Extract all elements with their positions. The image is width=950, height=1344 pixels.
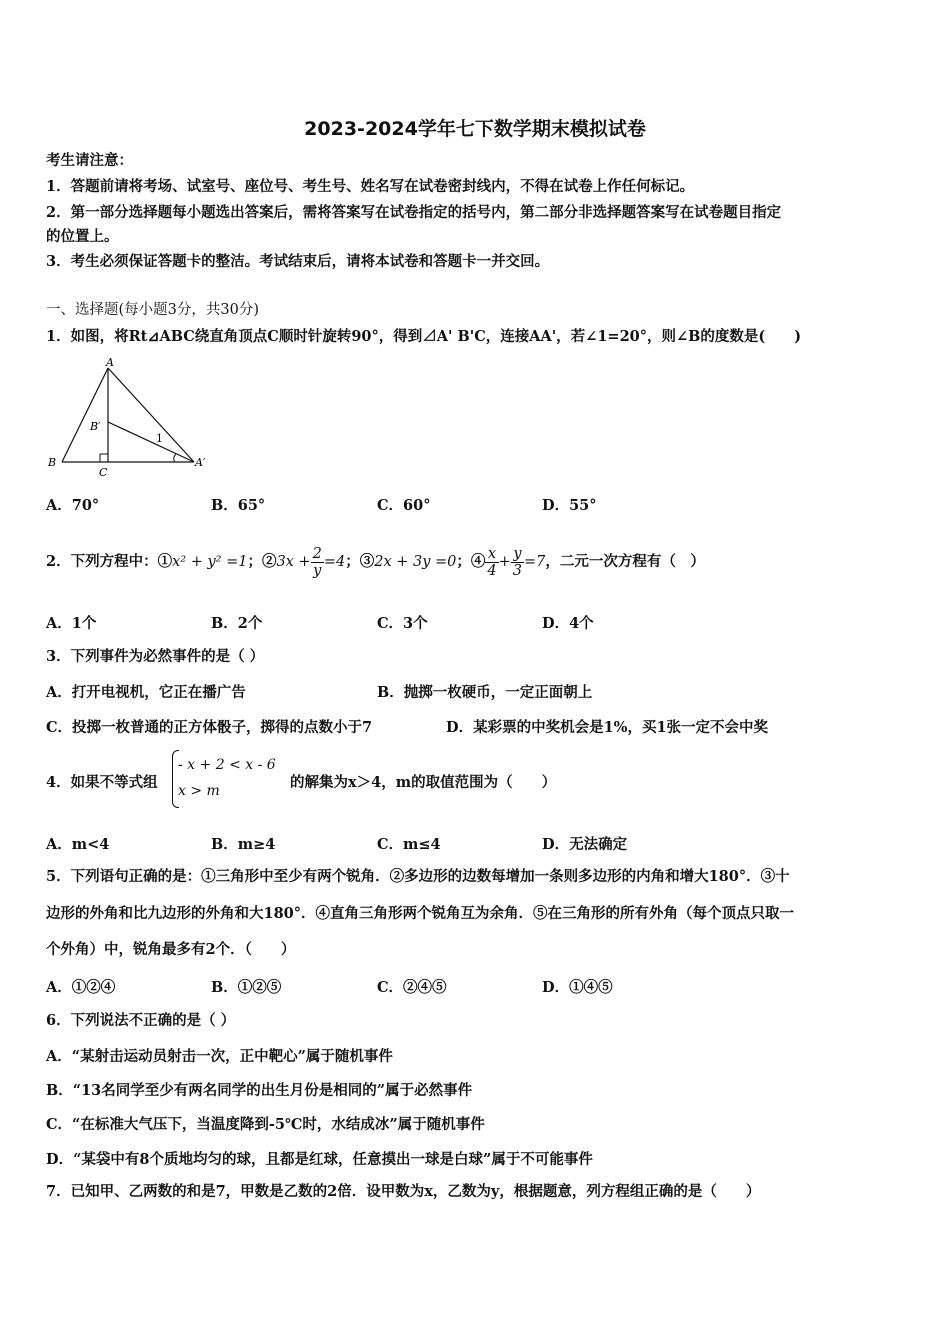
fraction-numerator: 2 — [312, 545, 322, 562]
figure-label-c: C — [99, 466, 108, 478]
figure-label-b: B — [48, 456, 57, 469]
q2-option-b: B．2个 — [211, 615, 263, 632]
q4-option-d: D．无法确定 — [542, 836, 628, 853]
question-5-line: 个外角）中，锐角最多有2个．（ ） — [46, 941, 296, 958]
figure-label-b-prime: B′ — [90, 420, 101, 433]
q2-equation-1: x² + y² =1 — [172, 554, 248, 570]
fraction-denominator: 3 — [512, 562, 523, 579]
q6-option-d: D．“某袋中有8个质地均匀的球，且都是红球，任意摸出一球是白球”属于不可能事件 — [46, 1151, 593, 1168]
q2-sep: ；② — [247, 553, 277, 570]
q2-equation-2a: 3x + — [276, 554, 311, 570]
question-7-stem: 7．已知甲、乙两数的和是7，甲数是乙数的2倍．设甲数为x，乙数为y，根据题意，列方程组正确的是（ ） — [46, 1183, 761, 1200]
question-5-line: 5．下列语句正确的是：①三角形中至少有两个锐角．②多边形的边数每增加一条则多边形的内角和增大180°．③十 — [46, 868, 790, 885]
q2-sep: ；④ — [456, 553, 486, 570]
question-5-line: 边形的外角和比九边形的外角和大180°．④直角三角形两个锐角互为余角．⑤在三角形的所有外角（每个顶点只取一 — [46, 905, 795, 922]
q2-equation-4b: =7 — [524, 554, 546, 570]
notice-heading: 考生请注意： — [46, 152, 133, 169]
fraction-numerator: x — [485, 546, 498, 563]
fraction-numerator: y — [511, 546, 524, 563]
figure-label-a-prime: A′ — [195, 456, 206, 469]
page-title: 2023-2024学年七下数学期末模拟试卷 — [304, 118, 646, 140]
q2-sep: ；③ — [345, 553, 375, 570]
question-2-stem — [46, 544, 705, 580]
q3-option-a: A．打开电视机，它正在播广告 — [46, 684, 246, 701]
q1-option-b: B．65° — [211, 497, 266, 514]
q1-option-c: C．60° — [377, 497, 431, 514]
notice-item: 2．第一部分选择题每小题选出答案后，需将答案写在试卷指定的括号内，第二部分非选择题答案写在试卷题目指定 — [46, 204, 782, 221]
q2-option-c: C．3个 — [377, 615, 428, 632]
figure-label-a: A — [106, 356, 114, 369]
question-1-figure — [44, 356, 216, 478]
q6-option-b: B．“13名同学至少有两名同学的出生月份是相同的”属于必然事件 — [46, 1082, 473, 1099]
section-heading: 一、选择题(每小题3分，共30分) — [46, 302, 259, 318]
figure-label-angle-1: 1 — [156, 432, 163, 445]
inequality-line-2: x > m — [178, 783, 220, 799]
q6-option-c: C．“在标准大气压下，当温度降到-5℃时，水结成冰”属于随机事件 — [46, 1116, 485, 1133]
q4-option-a: A．m<4 — [46, 836, 110, 853]
q1-option-d: D．55° — [542, 497, 597, 514]
q3-option-c: C．投掷一枚普通的正方体骰子，掷得的点数小于7 — [46, 719, 373, 736]
q2-suffix: ，二元一次方程有（ ） — [545, 553, 705, 570]
q5-option-d: D．①④⑤ — [542, 979, 613, 996]
q2-fraction — [485, 546, 498, 579]
question-4-suffix: 的解集为x＞4，m的取值范围为（ ） — [290, 774, 557, 791]
q2-fraction — [311, 546, 324, 579]
notice-item: 1．答题前请将考场、试室号、座位号、考生号、姓名写在试卷密封线内，不得在试卷上作任何标记。 — [46, 178, 695, 195]
fraction-denominator: y — [313, 562, 322, 579]
q2-fraction — [511, 546, 524, 579]
q2-option-d: D．4个 — [542, 615, 594, 632]
q2-option-a: A．1个 — [46, 615, 97, 632]
q1-option-a: A．70° — [46, 497, 100, 514]
q2-equation-3: 2x + 3y =0 — [374, 554, 457, 570]
q5-option-b: B．①②⑤ — [211, 979, 282, 996]
notice-item: 3．考生必须保证答题卡的整洁。考试结束后，请将本试卷和答题卡一并交回。 — [46, 253, 550, 270]
q5-option-a: A．①②④ — [46, 979, 116, 996]
question-3-stem: 3．下列事件为必然事件的是（ ） — [46, 648, 265, 665]
notice-item: 的位置上。 — [46, 228, 119, 245]
question-1-stem: 1．如图，将Rt⊿ABC绕直角顶点C顺时针旋转90°，得到⊿A' B'C，连接AA'，若∠1=20°，则∠B的度数是( ) — [46, 328, 802, 345]
inequality-system — [178, 752, 276, 804]
fraction-denominator: 4 — [487, 562, 497, 579]
q3-option-b: B．抛掷一枚硬币，一定正面朝上 — [377, 684, 593, 701]
q2-prefix: 2．下列方程中：① — [46, 553, 173, 570]
question-6-stem: 6．下列说法不正确的是（ ） — [46, 1012, 236, 1029]
q2-equation-2b: =4 — [323, 554, 346, 570]
q5-option-c: C．②④⑤ — [377, 979, 447, 996]
q4-option-b: B．m≥4 — [211, 836, 276, 853]
inequality-line-1: - x + 2 < x - 6 — [178, 757, 276, 773]
question-4-prefix: 4．如果不等式组 — [46, 774, 158, 791]
q6-option-a: A．“某射击运动员射击一次，正中靶心”属于随机事件 — [46, 1048, 393, 1065]
q2-plus: + — [498, 554, 511, 570]
q4-option-c: C．m≤4 — [377, 836, 441, 853]
q3-option-d: D．某彩票的中奖机会是1%，买1张一定不会中奖 — [446, 719, 769, 736]
